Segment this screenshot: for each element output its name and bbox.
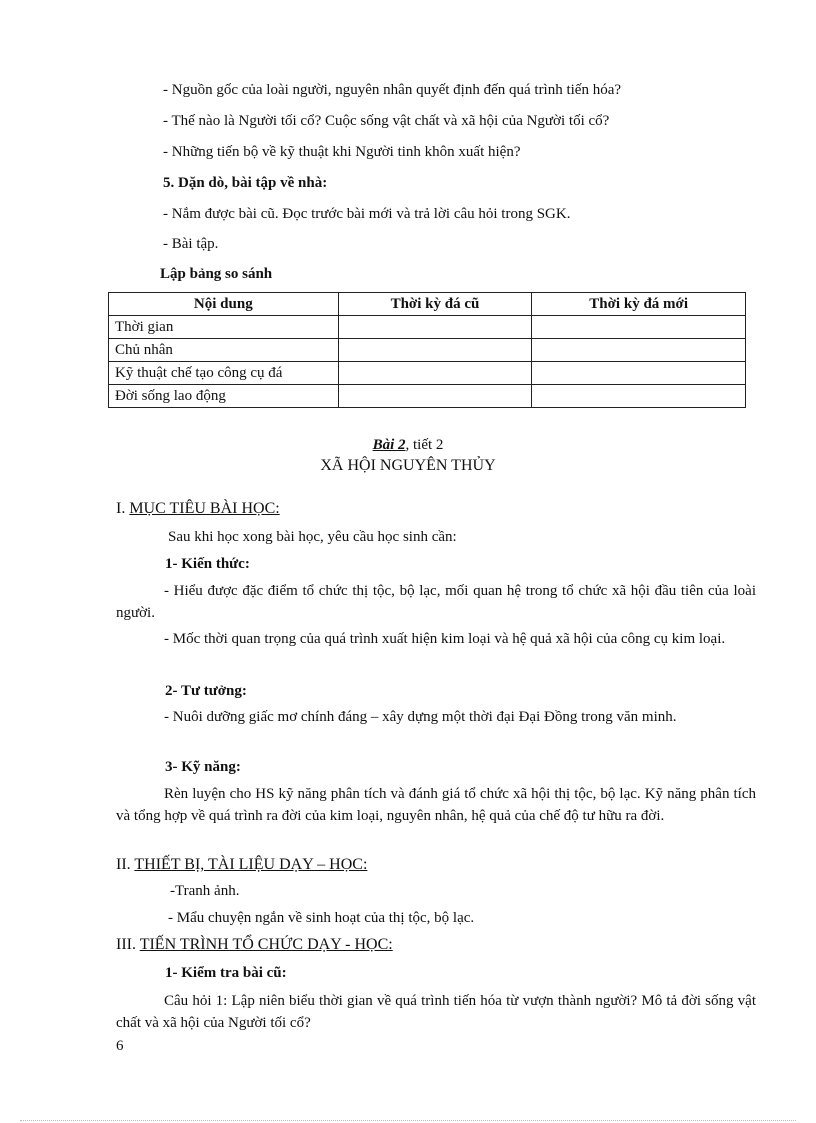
table-row bbox=[109, 362, 746, 385]
review-question-1: - Nguồn gốc của loài người, nguyên nhân quyết định đến quá trình tiến hóa? bbox=[163, 82, 622, 98]
table-row bbox=[109, 316, 746, 339]
lesson-number: Bài 2, tiết 2 bbox=[372, 437, 444, 453]
row-label: Kỹ thuật chế tạo công cụ đá bbox=[109, 362, 339, 385]
homework-item-2: - Bài tập. bbox=[163, 236, 219, 252]
page-number: 6 bbox=[116, 1038, 124, 1054]
table-cell bbox=[338, 316, 532, 339]
table-cell bbox=[532, 362, 746, 385]
skills-paragraph: Rèn luyện cho HS kỹ năng phân tích và đánh giá tổ chức xã hội thị tộc, bộ lạc. Kỹ năng phân tích và tổng hợp về quá trình ra đời của kim loại, nguyên nhân, hệ quả của chế độ tư hữu ra đời. bbox=[116, 786, 756, 824]
header-new-stone-age: Thời kỳ đá mới bbox=[532, 293, 746, 316]
section2-heading: II. THIẾT BỊ, TÀI LIỆU DẠY – HỌC: bbox=[116, 856, 368, 873]
homework-heading: 5. Dặn dò, bài tập về nhà: bbox=[163, 175, 328, 191]
table-header-row bbox=[109, 293, 746, 316]
table-caption: Lập bảng so sánh bbox=[160, 266, 273, 282]
table-cell bbox=[532, 385, 746, 408]
review-question-2: - Thế nào là Người tối cổ? Cuộc sống vật chất và xã hội của Người tối cổ? bbox=[163, 113, 610, 129]
section3-heading: III. TIẾN TRÌNH TỔ CHỨC DẠY - HỌC: bbox=[116, 936, 393, 953]
equipment-item-1: -Tranh ảnh. bbox=[170, 883, 240, 899]
knowledge-point-1: - Hiểu được đặc điểm tổ chức thị tộc, bộ lạc, mối quan hệ trong tổ chức xã hội đầu tiên của loài người. bbox=[116, 583, 756, 621]
header-content: Nội dung bbox=[109, 293, 339, 316]
row-label: Chủ nhân bbox=[109, 339, 339, 362]
knowledge-heading: 1- Kiến thức: bbox=[165, 556, 250, 572]
table-cell bbox=[532, 316, 746, 339]
table-cell bbox=[338, 385, 532, 408]
table-row bbox=[109, 339, 746, 362]
equipment-item-2: - Mẩu chuyện ngắn về sinh hoạt của thị tộc, bộ lạc. bbox=[168, 910, 475, 926]
check-question-1: Câu hỏi 1: Lập niên biểu thời gian về quá trình tiến hóa từ vượn thành người? Mô tả đời sống vật chất và xã hội của Người tối cổ? bbox=[116, 993, 756, 1031]
section1-heading: I. MỤC TIÊU BÀI HỌC: bbox=[116, 500, 280, 517]
row-label: Thời gian bbox=[109, 316, 339, 339]
thought-heading: 2- Tư tưởng: bbox=[165, 683, 247, 699]
comparison-table bbox=[108, 292, 746, 408]
table-cell bbox=[338, 362, 532, 385]
table-cell bbox=[532, 339, 746, 362]
homework-item-1: - Nắm được bài cũ. Đọc trước bài mới và trả lời câu hỏi trong SGK. bbox=[163, 206, 571, 222]
review-question-3: - Những tiến bộ về kỹ thuật khi Người tinh khôn xuất hiện? bbox=[163, 144, 521, 160]
knowledge-point-2: - Mốc thời quan trọng của quá trình xuất hiện kim loại và hệ quả xã hội của công cụ kim loại. bbox=[164, 631, 726, 647]
bottom-divider bbox=[20, 1120, 796, 1121]
row-label: Đời sống lao động bbox=[109, 385, 339, 408]
lesson-title: XÃ HỘI NGUYÊN THỦY bbox=[320, 457, 496, 474]
skills-heading: 3- Kỹ năng: bbox=[165, 759, 241, 775]
table-row bbox=[109, 385, 746, 408]
table-cell bbox=[338, 339, 532, 362]
section1-intro: Sau khi học xong bài học, yêu cầu học sinh cần: bbox=[168, 529, 457, 545]
header-old-stone-age: Thời kỳ đá cũ bbox=[338, 293, 532, 316]
thought-point-1: - Nuôi dưỡng giấc mơ chính đáng – xây dựng một thời đại Đại Đồng trong văn minh. bbox=[164, 709, 677, 725]
check-heading: 1- Kiểm tra bài cũ: bbox=[165, 965, 287, 981]
